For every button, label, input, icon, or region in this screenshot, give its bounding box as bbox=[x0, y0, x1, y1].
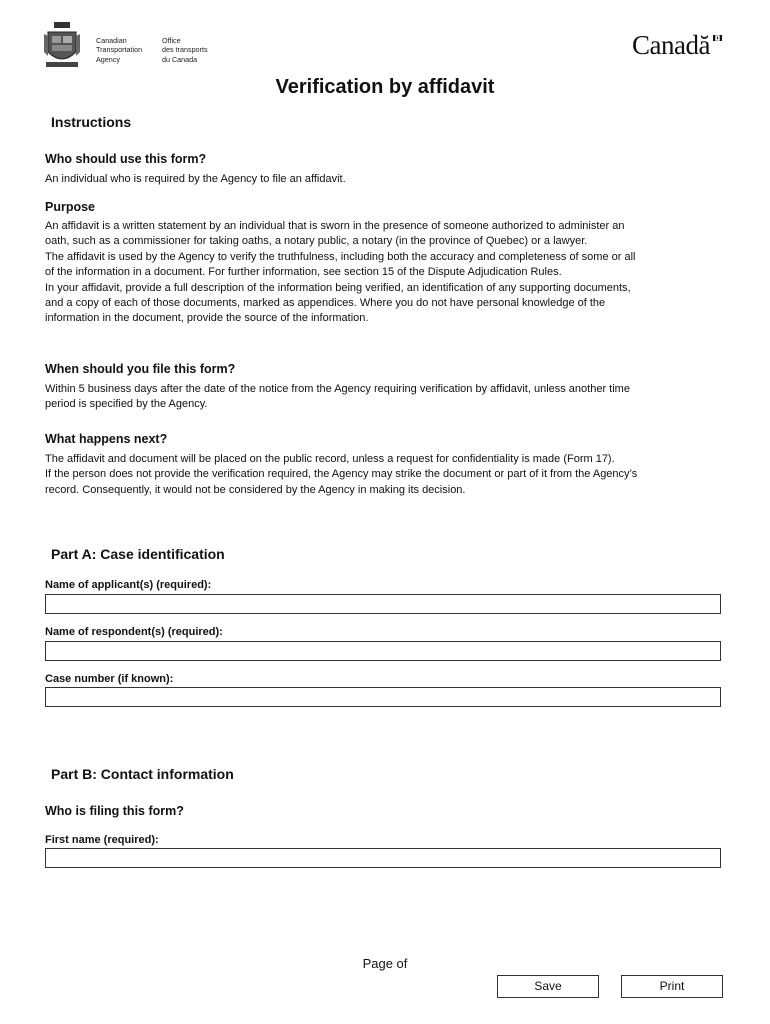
purpose-text bbox=[45, 219, 725, 327]
coat-of-arms-logo bbox=[44, 22, 80, 70]
case-number-input[interactable] bbox=[45, 687, 721, 707]
what-happens-next-text bbox=[45, 452, 735, 498]
purpose-line: and a copy of each of those documents, marked as appendices. Where you do not have personal knowledge of the bbox=[45, 297, 606, 310]
agency-name-english bbox=[96, 36, 142, 64]
when-line: period is specified by the Agency. bbox=[45, 398, 208, 411]
case-number-label: Case number (if known): bbox=[45, 673, 174, 685]
who-is-filing-heading: Who is filing this form? bbox=[45, 804, 184, 818]
when-to-file-text bbox=[45, 382, 725, 413]
respondent-label: Name of respondent(s) (required): bbox=[45, 626, 223, 638]
applicant-input[interactable] bbox=[45, 594, 721, 614]
page-title: Verification by affidavit bbox=[275, 76, 495, 98]
agency-en-line-1: Canadian bbox=[96, 36, 127, 45]
part-a-heading: Part A: Case identification bbox=[51, 546, 225, 562]
instructions-heading: Instructions bbox=[51, 114, 132, 130]
purpose-line: An affidavit is a written statement by an individual that is sworn in the presence of someone authorized to administer an bbox=[45, 220, 625, 232]
who-should-use-text: An individual who is required by the Agency to file an affidavit. bbox=[45, 173, 346, 185]
save-button[interactable]: Save bbox=[497, 975, 599, 998]
purpose-line: oath, such as a commissioner for taking oaths, a notary public, a notary (in the province of Quebec) or a lawyer. bbox=[45, 235, 588, 248]
purpose-heading: Purpose bbox=[45, 200, 96, 214]
when-line: Within 5 business days after the date of the notice from the Agency requiring verification by affidavit, unless another time bbox=[45, 383, 630, 395]
agency-name-french bbox=[162, 36, 208, 64]
applicant-label: Name of applicant(s) (required): bbox=[45, 579, 212, 591]
next-line: record. Consequently, it would not be considered by the Agency in making its decision. bbox=[45, 483, 466, 496]
first-name-label: First name (required): bbox=[45, 834, 159, 846]
purpose-line: The affidavit is used by the Agency to verify the truthfulness, including both the accuracy and completeness of some or all bbox=[45, 250, 636, 263]
who-should-use-heading: Who should use this form? bbox=[45, 152, 207, 166]
agency-en-line-2: Transportation bbox=[96, 45, 143, 55]
purpose-line: In your affidavit, provide a full description of the information being verified, an identification of any supporting documents, bbox=[45, 281, 631, 294]
part-b-heading: Part B: Contact information bbox=[51, 766, 234, 782]
when-to-file-heading: When should you file this form? bbox=[45, 362, 236, 376]
what-happens-next-heading: What happens next? bbox=[45, 432, 168, 446]
next-line: If the person does not provide the verification required, the Agency may strike the document or part of it from the Agency’s bbox=[45, 468, 638, 481]
agency-fr-line-1: Office bbox=[162, 36, 181, 45]
agency-fr-line-3: du Canada bbox=[162, 54, 198, 64]
page-indicator: Page of bbox=[362, 956, 408, 971]
purpose-line: of the information in a document. For further information, see section 15 of the Dispute Adjudication Rules. bbox=[45, 266, 562, 279]
respondent-input[interactable] bbox=[45, 641, 721, 661]
purpose-line: information in the document, provide the source of the information. bbox=[45, 312, 369, 325]
canada-flag-icon bbox=[713, 35, 722, 41]
print-button[interactable]: Print bbox=[621, 975, 723, 998]
agency-fr-line-2: des transports bbox=[162, 45, 208, 55]
first-name-input[interactable] bbox=[45, 848, 721, 868]
agency-en-line-3: Agency bbox=[96, 54, 120, 64]
canada-wordmark: Canadă bbox=[632, 30, 710, 60]
next-line: The affidavit and document will be placed on the public record, unless a request for confidentiality is made (Form 17). bbox=[45, 453, 615, 465]
